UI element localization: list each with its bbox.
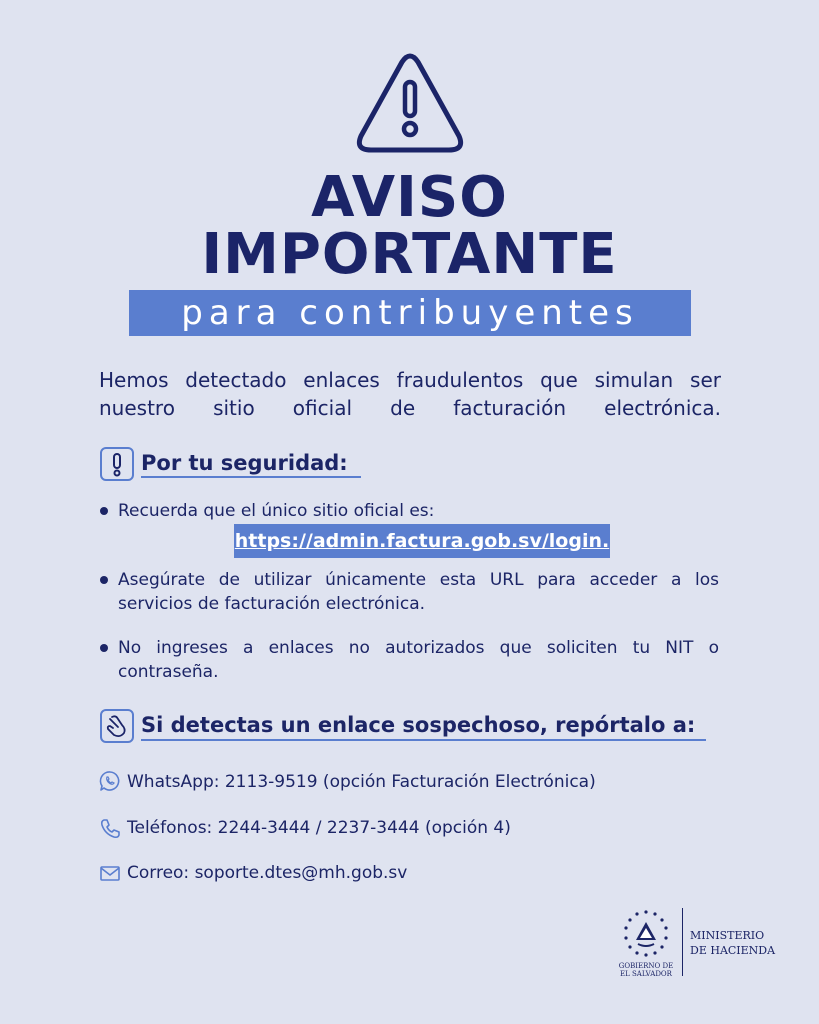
gov-text-line-2: EL SALVADOR	[620, 970, 672, 978]
ministry-line-2: DE HACIENDA	[690, 944, 776, 957]
contact-phones: Teléfonos: 2244-3444 / 2237-3444 (opción 4)	[127, 818, 511, 838]
ministry-line-1: MINISTERIO	[690, 929, 765, 942]
subtitle-band: para contribuyentes	[129, 290, 691, 336]
emblem-icon	[620, 908, 672, 960]
report-heading: Si detectas un enlace sospechoso, repórtalo a:	[141, 713, 696, 737]
bullet-use-url: Asegúrate de utilizar únicamente esta URL para acceder a los servicios de facturación electrónica.	[118, 570, 719, 614]
bullet-dot	[100, 507, 108, 515]
contact-email: Correo: soporte.dtes@mh.gob.sv	[127, 863, 408, 883]
contact-whatsapp: WhatsApp: 2113-9519 (opción Facturación Electrónica)	[127, 772, 596, 792]
exclamation-icon	[100, 447, 134, 481]
hand-pointer-icon	[100, 709, 134, 743]
gov-text-line-1: GOBIERNO DE	[618, 962, 674, 970]
report-heading-underline	[141, 739, 706, 741]
title-line-2: IMPORTANTE	[201, 222, 618, 287]
security-heading-underline	[141, 476, 361, 478]
logo-divider	[682, 908, 683, 976]
bullet-dot	[100, 576, 108, 584]
title-line-1: AVISO	[311, 165, 508, 230]
warning-triangle-icon	[355, 52, 465, 156]
intro-paragraph: Hemos detectado enlaces fraudulentos que simulan ser nuestro sitio oficial de facturación electrónica.	[99, 368, 721, 420]
mail-icon	[99, 862, 121, 884]
security-heading: Por tu seguridad:	[141, 451, 348, 475]
phone-icon	[99, 817, 121, 839]
official-url-link[interactable]: https://admin.factura.gob.sv/login.	[234, 524, 610, 558]
bullet-dot	[100, 644, 108, 652]
whatsapp-icon	[99, 770, 121, 792]
bullet-no-unauthorized: No ingreses a enlaces no autorizados que soliciten tu NIT o contraseña.	[118, 638, 719, 682]
bullet-official-site: Recuerda que el único sitio oficial es:	[118, 501, 435, 521]
